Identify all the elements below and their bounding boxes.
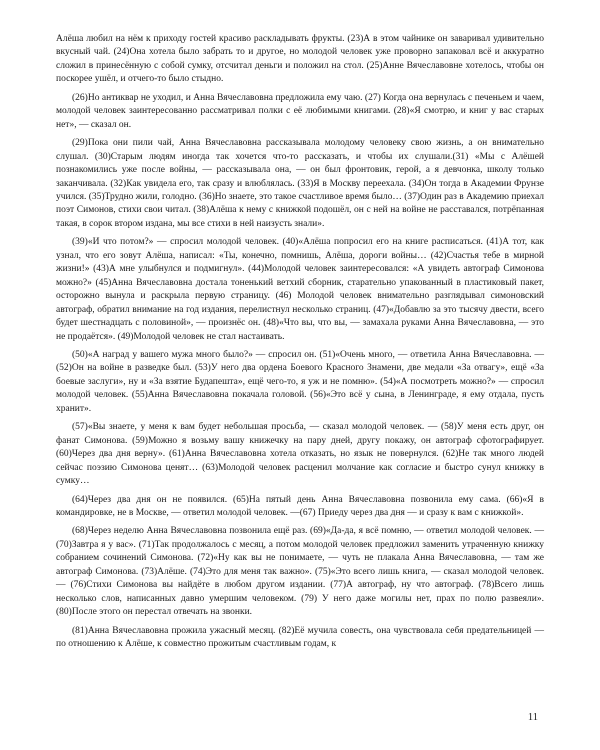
paragraph-9: (81)Анна Вячеславовна прожила ужасный месяц. (82)Её мучила совесть, она чувствовала себя предательницей — по отношению к Алёше, к совместно прожитым счастливым годам, к [56,625,544,650]
paragraph-5: (50)«А наград у вашего мужа много было?» — спросил он. (51)«Очень много, — ответила Анна Вячеславовна. — (52)Он на войне в разведке был. (53)У него два ордена Боевого Красного Знамени, две медали «За отвагу», ещё «За боевые заслуги», ну и «За взятие Будапешта», ещё чего-то, я уж и не помню». (54)«А посмотреть можно?» — спросил молодой человек. (55)Анна Вячеславовна покачала головой. (56)«Это всё у сына, в Ленинграде, я ему отдала, пусть хранит». [56,349,544,414]
paragraph-7: (64)Через два дня он не появился. (65)На пятый день Анна Вячеславовна позвонила ему сама. (66)«Я в командировке, не в Москве, — ответил молодой человек. —(67) Приеду через два дня — и сразу к вам с книжкой». [56,494,544,518]
paragraph-1: Алёша любил на нём к приходу гостей красиво раскладывать фрукты. (23)А в этом чайнике он заваривал удивительно вкусный чай. (24)Она хотела было забрать то и другое, но молодой человек уже проворно запаковал всё и аккуратно сложил в принесённую с собой сумку, отсчитал деньги и положил на стол. (25)Анне Вячеславовне хотелось, чтобы он поскорее ушёл, и отчего-то было стыдно. [56,34,544,85]
body-text [56,33,544,651]
paragraph-6: (57)«Вы знаете, у меня к вам будет небольшая просьба, — сказал молодой человек. — (58)У меня есть друг, он фанат Симонова. (59)Можно я возьму вашу книжечку на пару дней, другу покажу, он автограф сфотографирует. (60)Через два дня верну». (61)Анна Вячеславовна хотела отказать, но язык не повернулся. (62)Не так много людей сейчас поэзию Симонова ценят… (63)Молодой человек расценил молчание как согласие и быстро сунул книжку в сумку… [56,422,544,487]
paragraph-2: (26)Но антиквар не уходил, и Анна Вячеславовна предложила ему чаю. (27) Когда она вернулась с печеньем и чаем, молодой человек заинтересованно рассматривал полки с её любимыми книгами. (28)«Я смотрю, и книг у вас старых нет», — сказал он. [56,92,544,130]
paragraph-3: (29)Пока они пили чай, Анна Вячеславовна рассказывала молодому человеку свою жизнь, а он внимательно слушал. (30)Старым людям иногда так хочется что-то рассказать, и чтобы их слушали.(31) «Мы с Алёшей познакомились уже после войны, — рассказывала она, — он был фронтовик, герой, а я девчонка, школу только заканчивала. (32)Как увидела его, так сразу и влюблялась. (33)Я в Москву переехала. (34)Он тогда в Академии Фрунзе учился. (35)Трудно жили, голодно. (36)Но знаете, это такое счастливое время было… (37)Один раз в Академию приехал поэт Симонов, стихи свои читал. (38)Алёша к нему с книжкой подошёл, он с ней на войне не расставался, потрёпанная такая, в сорок втором издана, мы все стихи в ней наизусть знали». [56,138,544,229]
paragraph-4: (39)«И что потом?» — спросил молодой человек. (40)«Алёша попросил его на книге расписаться. (41)А тот, как узнал, что его зовут Алёша, написал: «Ты, конечно, помнишь, Алёша, дороги войны… (42)Счастья тебе в мирной жизни!» (43)А мне улыбнулся и подмигнул». (44)Молодой человек заинтересовался: «А увидеть автограф Симонова можно?» (45)Анна Вячеславовна достала тоненький ветхий сборник, старательно упакованный в пластиковый пакет, осторожно вынула и раскрыла первую страницу. (46) Молодой человек внимательно разглядывал симоновский автограф, обратил внимание на год издания, перелистнул несколько страниц. (47)«Добавлю за это тысячу двести, всего будет шестнадцать с половиной», — произнёс он. (48)«Что вы, что вы, — замахала руками Анна Вячеславовна, — это не продаётся». (49)Молодой человек не стал настаивать. [56,237,544,342]
page-number: 11 [527,712,538,723]
paragraph-8: (68)Через неделю Анна Вячеславовна позвонила ещё раз. (69)«Да-да, я всё помню, — ответил молодой человек. —(70)Завтра я у вас». (71)Так продолжалось с месяц, а потом молодой человек предложил заменить утраченную книжку собранием сочинений Симонова. (72)«Ну как вы не понимаете, — чуть не плакала Анна Вячеславовна, — там же автограф Симонова. (73)Алёше. (74)Это для меня так важно». (75)«Это всего лишь книга, — сказал молодой человек. — (76)Стихи Симонова вы найдёте в любом другом издании. (77)А автограф, ну что автограф. (78)Всего лишь несколько слов, написанных давно умершим человеком. (79) У него даже могилы нет, прах по полю развеяли». (80)После этого он перестал отвечать на звонки. [56,526,544,618]
